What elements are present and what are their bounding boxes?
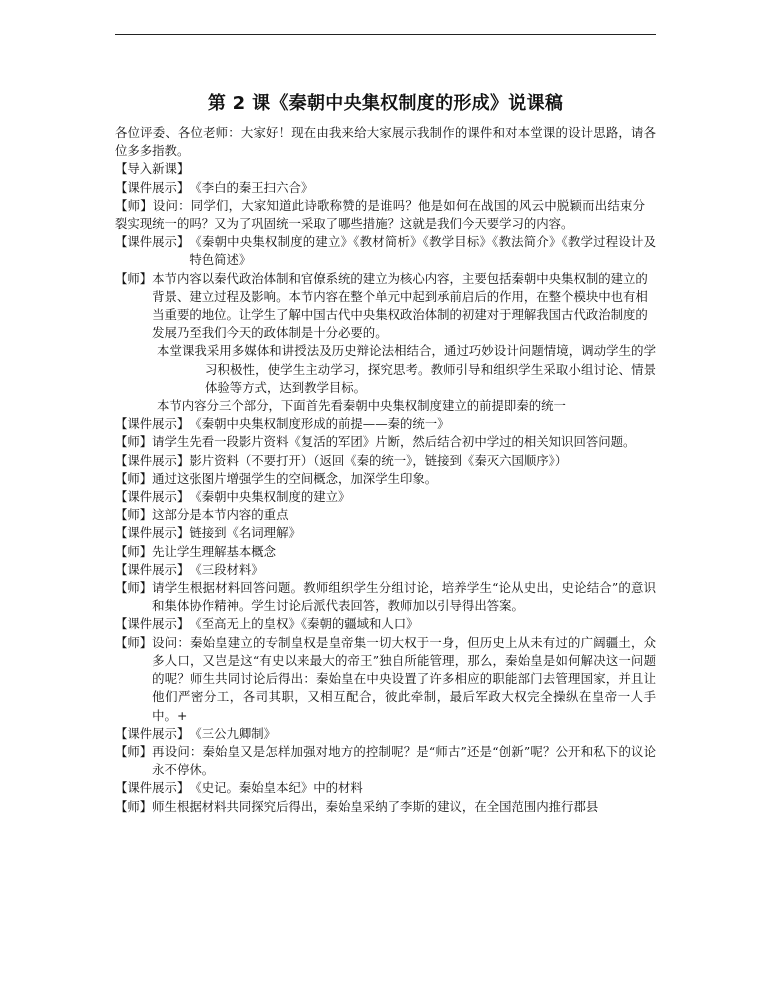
entry-label: 【课件展示】: [115, 416, 190, 432]
entry: [115, 179, 656, 197]
entry-text: 再设问：秦始皇又是怎样加强对地方的控制呢？是“师古”还是“创新”呢？公开和私下的议论永不停休。: [152, 743, 656, 778]
entry-text: 通过这张图片增强学生的空间概念，加深学生印象。: [152, 470, 438, 486]
entry-label: 【课件展示】: [115, 179, 190, 195]
header-rule: [115, 34, 656, 35]
entry: [115, 561, 656, 579]
entry-text: 《三段材料》: [189, 561, 264, 577]
entry-text: 这部分是本节内容的重点: [152, 507, 289, 523]
entry-text: 《三公九卿制》: [189, 725, 277, 741]
entry-label: 【师】: [115, 470, 153, 486]
entry-label: 【师】: [115, 798, 153, 814]
entry-label: 【师】: [115, 580, 153, 596]
entry-label: 【课件展示】: [115, 616, 190, 632]
document-body: [115, 124, 656, 816]
entry: [115, 470, 656, 488]
entry-text: 链接到《名词理解》: [189, 525, 301, 541]
entry-label: 【师】: [115, 270, 153, 286]
entry-label: 【课件展示】: [115, 780, 190, 796]
entry: [115, 197, 645, 233]
entry: [115, 743, 656, 779]
entry: [115, 270, 656, 343]
entry-text: 本节内容以秦代政治体制和官僚系统的建立为核心内容，主要包括秦朝中央集权制的建立的背景、建立过程及影响。本节内容在整个单元中起到承前启后的作用，在整个模块中也有相当重要的地位。让学生了解中国古代中央集权政治体制的初建对于理解我国古代政治制度的发展乃至我们今天的政体制是十分必要的。: [152, 270, 648, 341]
entry: [115, 725, 656, 743]
entry: [115, 160, 656, 178]
entry-label: 【师】: [115, 434, 153, 450]
entry-label: 【课件展示】: [115, 489, 190, 505]
entry-text: 请学生先看一段影片资料《复活的军团》片断，然后结合初中学过的相关知识回答问题。: [152, 434, 636, 450]
entry-label: 【师】: [115, 507, 153, 523]
entry-text: 《秦朝中央集权制度形成的前提——秦的统一》: [189, 416, 450, 432]
entry-label: 【课件展示】: [115, 452, 190, 468]
entry-label: 【师】: [115, 743, 153, 759]
intro-paragraph: 各位评委、各位老师：大家好！现在由我来给大家展示我制作的课件和对本堂课的设计思路，请各位多多指教。: [115, 125, 656, 159]
entry: [115, 233, 656, 269]
entry-text: 请学生根据材料回答问题。教师组织学生分组讨论，培养学生“论从史出，史论结合”的意识和集体协作精神。学生讨论后派代表回答，教师加以引导得出答案。: [152, 580, 656, 614]
entry: [115, 506, 656, 524]
parts-paragraph: 本节内容分三个部分，下面首先看秦朝中央集权制度建立的前提即秦的统一: [157, 398, 566, 414]
entry: [115, 798, 656, 816]
entry-label: 【师】: [115, 543, 153, 559]
entry-label: 【课件展示】: [115, 234, 190, 250]
entry: [115, 415, 656, 433]
entry-text: 先让学生理解基本概念: [152, 543, 277, 559]
entry: [115, 524, 656, 542]
entry: [115, 433, 656, 451]
entry-text: 《秦朝中央集权制度的建立》: [189, 489, 351, 505]
entry-text: 《史记。秦始皇本纪》中的材料: [189, 780, 363, 796]
entry-text: 设问：秦始皇建立的专制皇权是皇帝集一切大权于一身，但历史上从未有过的广阔疆土，众多人口，又岂是这“有史以来最大的帝王”独自所能管理，那么，秦始皇是如何解决这一问题的呢？师生共同讨论后得出：秦始皇在中央设置了许多相应的职能部门去管理国家，并且让他们严密分工，各司其职，又相互配合，彼此牵制，最后军政大权完全操纵在皇帝一人手中。+: [152, 634, 656, 723]
entry: [115, 543, 656, 561]
entry: [115, 579, 656, 615]
entry-label: 【课件展示】: [115, 725, 190, 741]
entry: [115, 452, 656, 470]
entry-text: 《李白的秦王扫六合》: [189, 179, 314, 195]
entry-text: 师生根据材料共同探究后得出，秦始皇采纳了李斯的建议，在全国范围内推行郡县: [152, 798, 599, 814]
page-title: 第 2 课《秦朝中央集权制度的形成》说课稿: [207, 93, 564, 114]
entry-label: 【导入新课】: [115, 161, 190, 177]
entry-text: 影片资料（不要打开）（返回《秦的统一》，链接到《秦灭六国顺序》）: [189, 452, 568, 468]
entry-text: 设问：同学们，大家知道此诗歌称赞的是谁吗？他是如何在战国的风云中脱颖而出结束分裂实现统一的吗？又为了巩固统一采取了哪些措施？这就是我们今天要学习的内容。: [115, 197, 646, 232]
entry-label: 【课件展示】: [115, 561, 190, 577]
entry-label: 【课件展示】: [115, 525, 190, 541]
entry: [115, 634, 656, 725]
entry: [115, 488, 656, 506]
entry-text: 《秦朝中央集权制度的建立》《教材简析》《教学目标》《教法简介》《教学过程设计及特色简述》: [189, 234, 656, 268]
entry-label: 【师】: [115, 197, 153, 213]
entry: [115, 615, 656, 633]
entry-text: 《至高无上的皇权》《秦朝的疆域和人口》: [189, 616, 419, 632]
entry-label: 【师】: [115, 634, 153, 650]
method-paragraph: 本堂课我采用多媒体和讲授法及历史辩论法相结合，通过巧妙设计问题情境，调动学生的学习积极性，使学生主动学习，探究思考。教师引导和组织学生采取小组讨论、情景体验等方式，达到教学目标。: [157, 343, 656, 395]
entry: [115, 779, 656, 797]
